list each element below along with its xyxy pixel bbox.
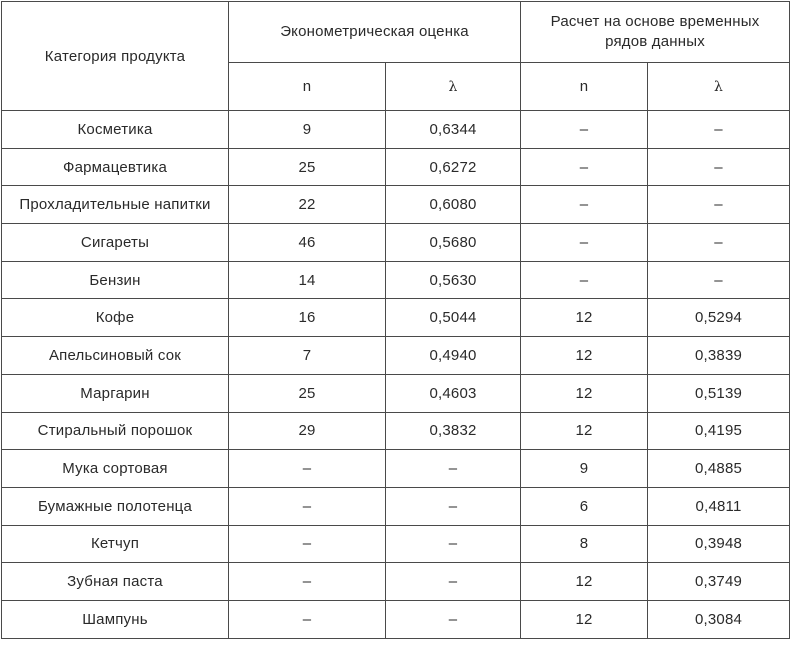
cell-category: Шампунь: [2, 600, 229, 638]
cell-econ-lambda: 0,6344: [386, 111, 521, 149]
cell-ts-n: 12: [521, 337, 648, 375]
cell-econ-n: 25: [229, 148, 386, 186]
cell-category: Сигареты: [2, 224, 229, 262]
header-econ-n: n: [229, 63, 386, 111]
table-row: [2, 450, 790, 488]
cell-ts-lambda: 0,4885: [648, 450, 790, 488]
table-row: [2, 299, 790, 337]
cell-ts-lambda: 0,5294: [648, 299, 790, 337]
cell-ts-n: 12: [521, 600, 648, 638]
cell-ts-lambda: 0,4811: [648, 487, 790, 525]
cell-econ-lambda: –: [386, 563, 521, 601]
cell-ts-lambda: –: [648, 224, 790, 262]
table-row: [2, 412, 790, 450]
cell-econ-n: –: [229, 600, 386, 638]
cell-ts-lambda: 0,3749: [648, 563, 790, 601]
cell-ts-lambda: 0,3948: [648, 525, 790, 563]
cell-ts-n: 12: [521, 412, 648, 450]
cell-econ-n: –: [229, 487, 386, 525]
table-row: [2, 261, 790, 299]
cell-ts-lambda: –: [648, 111, 790, 149]
cell-ts-n: –: [521, 111, 648, 149]
table-row: [2, 186, 790, 224]
table-row: [2, 600, 790, 638]
cell-econ-n: 7: [229, 337, 386, 375]
cell-econ-lambda: 0,6080: [386, 186, 521, 224]
cell-ts-lambda: 0,3084: [648, 600, 790, 638]
cell-econ-lambda: –: [386, 487, 521, 525]
cell-econ-lambda: 0,4940: [386, 337, 521, 375]
cell-category: Кофе: [2, 299, 229, 337]
cell-ts-n: –: [521, 148, 648, 186]
cell-category: Косметика: [2, 111, 229, 149]
cell-econ-lambda: –: [386, 450, 521, 488]
cell-econ-n: –: [229, 525, 386, 563]
cell-econ-lambda: 0,4603: [386, 374, 521, 412]
table-row: [2, 111, 790, 149]
cell-ts-lambda: –: [648, 148, 790, 186]
cell-econ-n: 46: [229, 224, 386, 262]
cell-category: Фармацевтика: [2, 148, 229, 186]
header-category: Категория продукта: [2, 2, 229, 111]
header-ts-n: n: [521, 63, 648, 111]
table-row: [2, 374, 790, 412]
cell-ts-lambda: 0,3839: [648, 337, 790, 375]
cell-econ-n: 22: [229, 186, 386, 224]
cell-ts-lambda: –: [648, 261, 790, 299]
header-econ-lambda: λ: [386, 63, 521, 111]
cell-ts-lambda: –: [648, 186, 790, 224]
cell-econ-n: –: [229, 563, 386, 601]
cell-econ-lambda: 0,5680: [386, 224, 521, 262]
cell-category: Бумажные полотенца: [2, 487, 229, 525]
cell-ts-n: 12: [521, 299, 648, 337]
cell-category: Мука сортовая: [2, 450, 229, 488]
cell-ts-n: 8: [521, 525, 648, 563]
cell-econ-n: 29: [229, 412, 386, 450]
cell-econ-lambda: 0,5044: [386, 299, 521, 337]
cell-ts-n: 12: [521, 563, 648, 601]
cell-econ-lambda: 0,3832: [386, 412, 521, 450]
table-row: [2, 337, 790, 375]
table-row: [2, 487, 790, 525]
cell-econ-n: 16: [229, 299, 386, 337]
cell-ts-n: –: [521, 186, 648, 224]
cell-econ-n: 25: [229, 374, 386, 412]
cell-ts-lambda: 0,4195: [648, 412, 790, 450]
cell-econ-lambda: 0,5630: [386, 261, 521, 299]
cell-econ-n: –: [229, 450, 386, 488]
cell-category: Прохладительные напитки: [2, 186, 229, 224]
cell-category: Зубная паста: [2, 563, 229, 601]
cell-ts-n: 9: [521, 450, 648, 488]
cell-econ-lambda: –: [386, 600, 521, 638]
cell-category: Апельсиновый сок: [2, 337, 229, 375]
cell-ts-lambda: 0,5139: [648, 374, 790, 412]
cell-ts-n: 12: [521, 374, 648, 412]
table-row: [2, 224, 790, 262]
cell-ts-n: –: [521, 261, 648, 299]
cell-econ-lambda: –: [386, 525, 521, 563]
cell-ts-n: –: [521, 224, 648, 262]
header-econometric: Эконометрическая оценка: [229, 2, 521, 63]
table-row: [2, 525, 790, 563]
cell-econ-n: 9: [229, 111, 386, 149]
header-timeseries: Расчет на основе временных рядов данных: [521, 2, 790, 63]
cell-econ-lambda: 0,6272: [386, 148, 521, 186]
cell-category: Кетчуп: [2, 525, 229, 563]
cell-category: Маргарин: [2, 374, 229, 412]
cell-category: Бензин: [2, 261, 229, 299]
table-body: [2, 111, 790, 639]
cell-econ-n: 14: [229, 261, 386, 299]
cell-category: Стиральный порошок: [2, 412, 229, 450]
header-ts-lambda: λ: [648, 63, 790, 111]
elasticity-table: [1, 1, 790, 639]
cell-ts-n: 6: [521, 487, 648, 525]
table-row: [2, 563, 790, 601]
table-row: [2, 148, 790, 186]
